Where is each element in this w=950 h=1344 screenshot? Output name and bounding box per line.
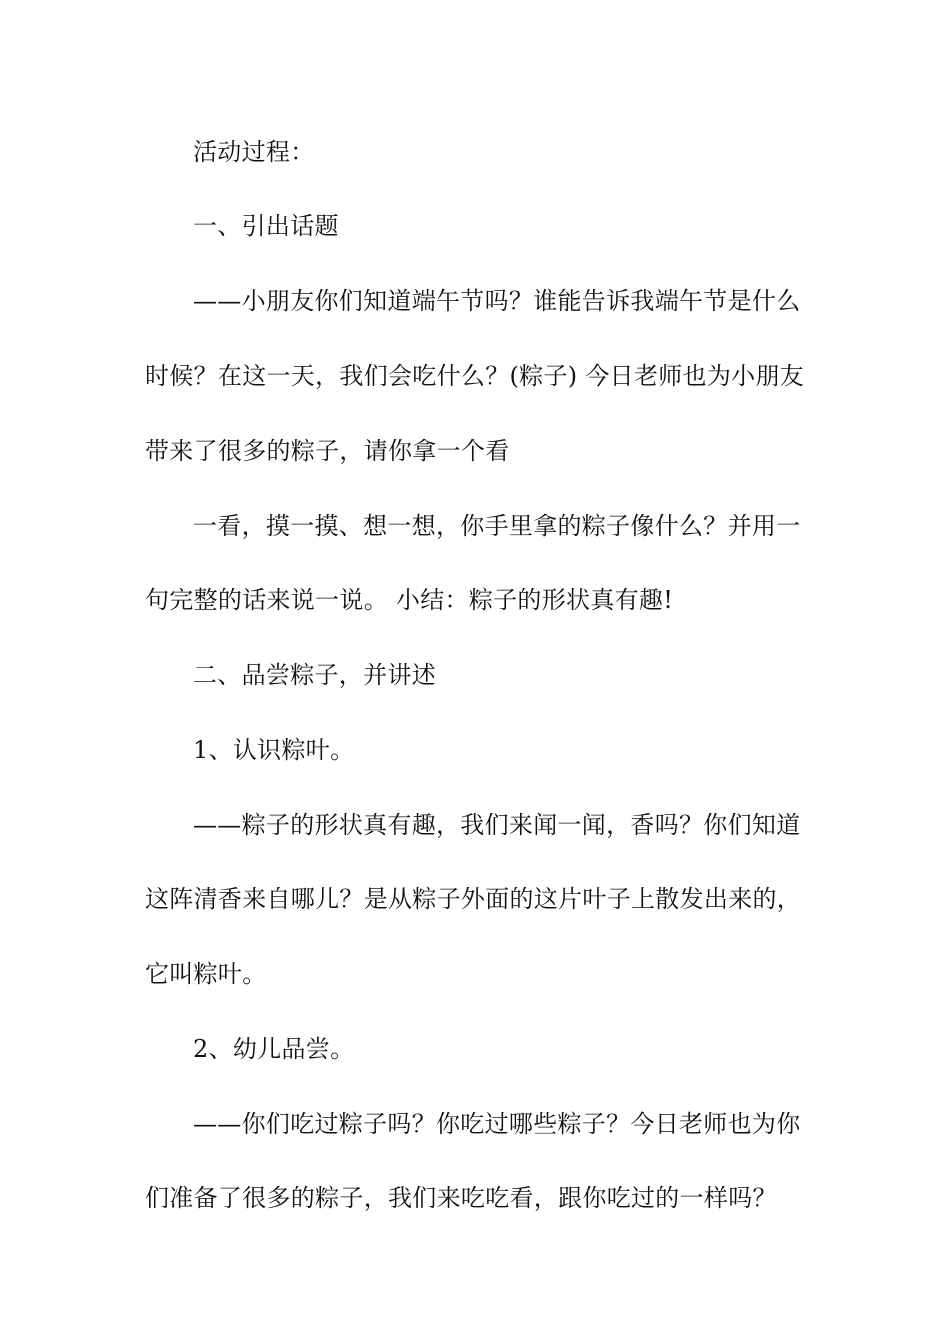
paragraph-line: ——小朋友你们知道端午节吗？谁能告诉我端午节是什么 <box>193 287 801 315</box>
section-heading-activity-process: 活动过程： <box>193 138 315 166</box>
paragraph-line: 一看，摸一摸、想一想，你手里拿的粽子像什么？并用一 <box>193 512 801 540</box>
subheading-recognize-leaf: 1、认识粽叶。 <box>193 736 355 764</box>
heading-taste-zongzi: 二、品尝粽子，并讲述 <box>193 661 436 689</box>
paragraph-line: 带来了很多的粽子，请你拿一个看 <box>145 437 510 465</box>
paragraph-line: 时候？在这一天，我们会吃什么？(粽子) 今日老师也为小朋友 <box>145 362 805 390</box>
subheading-children-taste: 2、幼儿品尝。 <box>193 1035 355 1063</box>
paragraph-line: 句完整的话来说一说。 小结：粽子的形状真有趣! <box>145 586 674 614</box>
paragraph-line: ——你们吃过粽子吗？你吃过哪些粽子？今日老师也为你 <box>193 1110 801 1138</box>
paragraph-line: 们准备了很多的粽子，我们来吃吃看，跟你吃过的一样吗？ <box>145 1184 777 1212</box>
heading-introduce-topic: 一、引出话题 <box>193 212 339 240</box>
paragraph-line: 它叫粽叶。 <box>145 960 267 988</box>
paragraph-line: ——粽子的形状真有趣，我们来闻一闻，香吗？你们知道 <box>193 811 801 839</box>
paragraph-line: 这阵清香来自哪儿？是从粽子外面的这片叶子上散发出来的， <box>145 885 802 913</box>
